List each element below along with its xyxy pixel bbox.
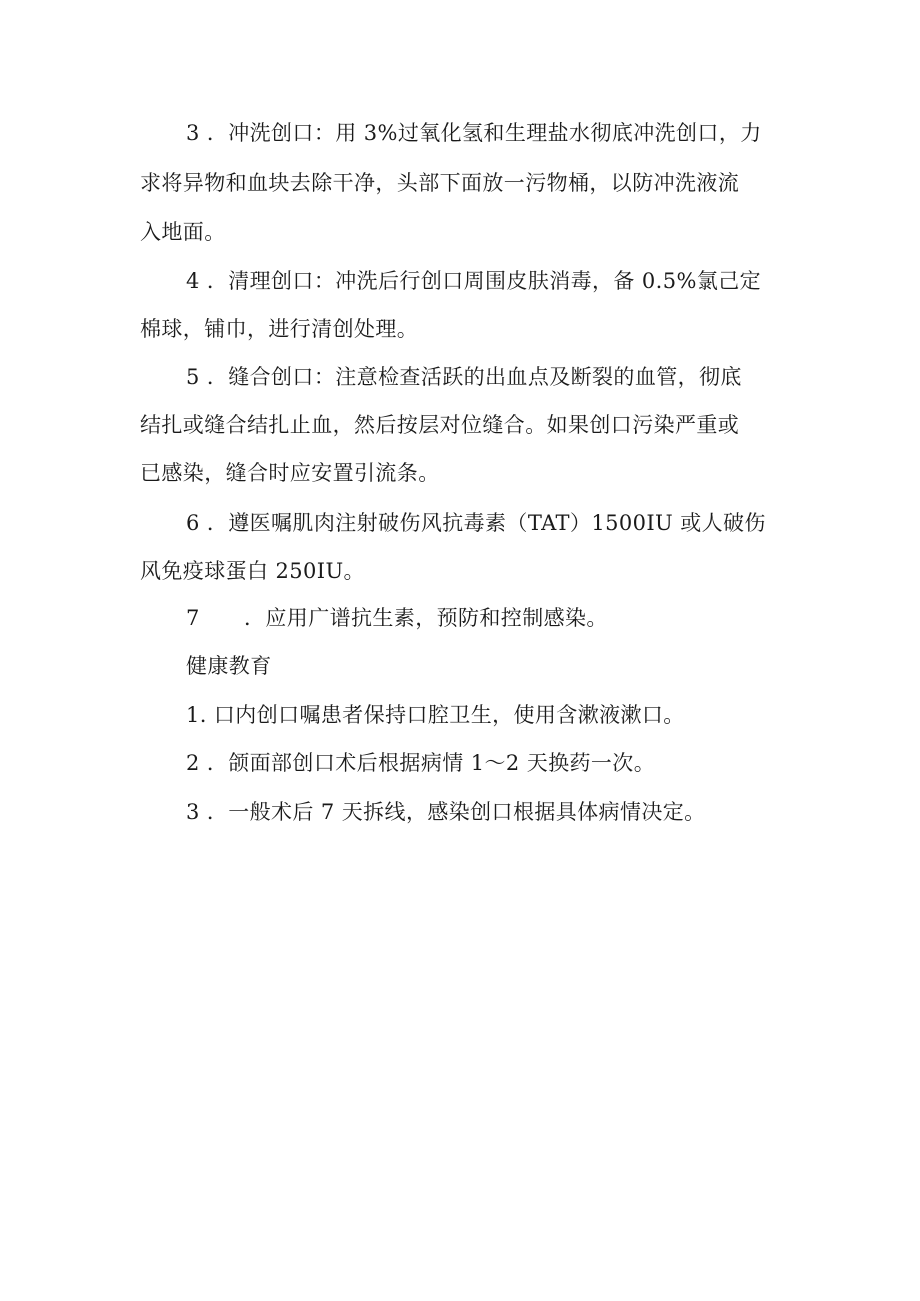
item-5-line-2: 结扎或缝合结扎止血，然后按层对位缝合。如果创口污染严重或 xyxy=(140,413,740,437)
health-education-heading: 健康教育 xyxy=(186,654,272,678)
item-4-line-2: 棉球，铺巾，进行清创处理。 xyxy=(140,317,419,341)
health-education-item-2: 2 ．颌面部创口术后根据病情 1～2 天换药一次。 xyxy=(186,751,656,775)
item-3-line-2: 求将异物和血块去除干净，头部下面放一污物桶，以防冲洗液流 xyxy=(140,171,740,195)
item-6-line-1: 6 ．遵医嘱肌肉注射破伤风抗毒素（TAT）1500IU 或人破伤 xyxy=(186,511,766,535)
item-5-line-3: 已感染，缝合时应安置引流条。 xyxy=(140,461,440,485)
item-7-number: 7 xyxy=(186,606,200,630)
item-5-line-1: 5 ．缝合创口：注意检查活跃的出血点及断裂的血管，彻底 xyxy=(186,365,742,389)
health-education-item-3: 3 ．一般术后 7 天拆线，感染创口根据具体病情决定。 xyxy=(186,800,706,824)
item-4-line-1: 4 ．清理创口：冲洗后行创口周围皮肤消毒，备 0.5%氯己定 xyxy=(186,269,762,293)
item-6-line-2: 风免疫球蛋白 250IU。 xyxy=(140,559,365,583)
item-3-line-3: 入地面。 xyxy=(140,220,226,244)
health-education-item-1: 1. 口内创口嘱患者保持口腔卫生，使用含漱液漱口。 xyxy=(186,703,685,727)
item-3-line-1: 3 ．冲洗创口：用 3%过氧化氢和生理盐水彻底冲洗创口，力 xyxy=(186,121,762,145)
item-7-text: ．应用广谱抗生素，预防和控制感染。 xyxy=(244,606,608,630)
